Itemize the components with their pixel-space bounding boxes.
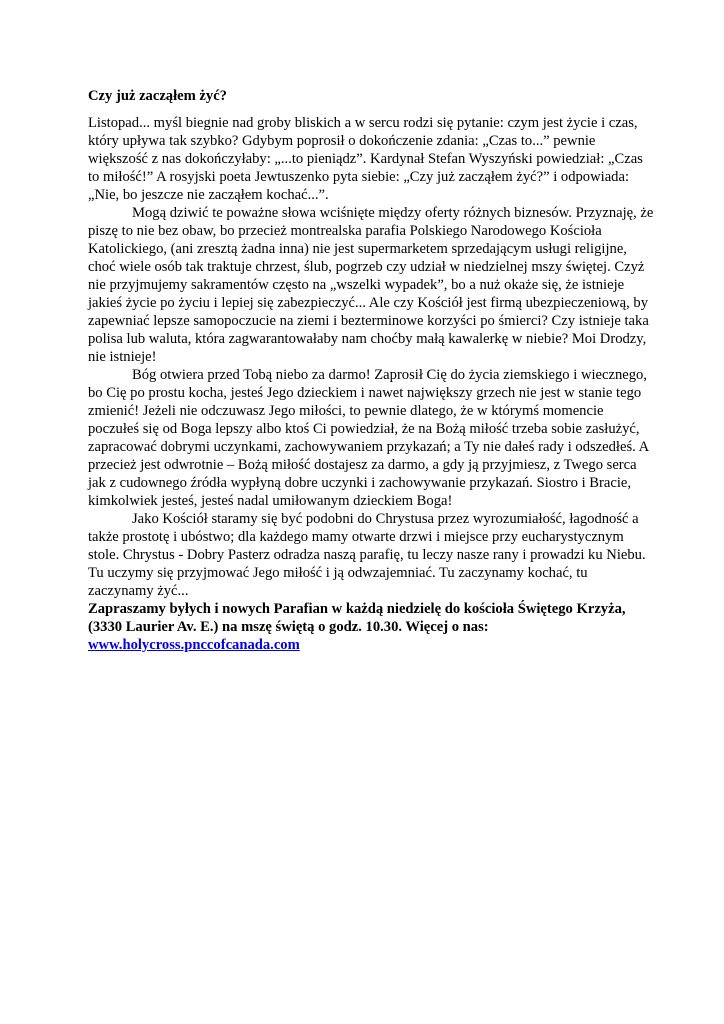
- website-link[interactable]: www.holycross.pnccofcanada.com: [88, 637, 300, 653]
- paragraph-parish: Jako Kościół staramy się być podobni do Chrystusa przez wyrozumiałość, łagodność a także prostotę i ubóstwo; dla każdego mamy otwarte drzwi i miejsce przy eucharystycznym stole. Chrystus - Dobry Pasterz odradza naszą parafię, tu leczy nasze rany i prowadzi ku Niebu. Tu uczymy się przyjmować Jego miłość i ją odwzajemniać. Tu zaczynamy kochać, tu zaczynamy żyć...: [88, 511, 646, 599]
- document-body: [88, 87, 654, 654]
- paragraph-gods-love: Bóg otwiera przed Tobą niebo za darmo! Zaprosił Cię do życia ziemskiego i wiecznego, bo Cię po prostu kocha, jesteś Jego dzieckiem i nawet największy grzech nie jest w stanie tego zmienić! Jeżeli nie odczuwasz Jego miłości, to pewnie dlatego, że w którymś momencie poczułeś się od Boga lepszy albo ktoś Ci powiedział, że na Bożą miłość trzeba sobie zasłużyć, zapracować dobrymi uczynkami, zachowywaniem przykazań; a Ty nie dałeś rady i odszedłeś. A przecież jest odwrotnie – Bożą miłość dostajesz za darmo, a gdy ją przyjmiesz, z Twego serca jak z cudownego źródła wypłyną dobre uczynki i zachowywanie przykazań. Siostro i Bracie, kimkolwiek jesteś, jesteś nadal umiłowanym dzieckiem Boga!: [88, 367, 649, 509]
- paragraph-church-business: Mogą dziwić te poważne słowa wciśnięte między oferty różnych biznesów. Przyznaję, że piszę to nie bez obaw, bo przecież montrealska parafia Polskiego Narodowego Kościoła Katolickiego, (ani zresztą żadna inna) nie jest supermarketem sprzedającym usługi religijne, choć wiele osób tak traktuje chrzest, ślub, pogrzeb czy udział w niedzielnej mszy świętej. Czyż nie przyjmujemy sakramentów często na „wszelki wypadek”, bo a nuż okaże się, że istnieje jakieś życie po życiu i lepiej się zabezpieczyć... Ale czy Kościół jest firmą ubezpieczeniową, by zapewniać lepsze samopoczucie na ziemi i bezterminowe korzyści po śmierci? Czy istnieje taka polisa lub waluta, która zagwarantowałaby nam choćby małą kawalerkę w niebie? Moi Drodzy, nie istnieje!: [88, 205, 654, 365]
- invitation-text: Zapraszamy byłych i nowych Parafian w każdą niedzielę do kościoła Świętego Krzyża, (3330 Laurier Av. E.) na mszę świętą o godz. 10.30. Więcej o nas:: [88, 601, 626, 635]
- paragraph-intro: Listopad... myśl biegnie nad groby bliskich a w sercu rodzi się pytanie: czym jest życie i czas, który upływa tak szybko? Gdybym poprosił o dokończenie zdania: „Czas to...” pewnie większość z nas dokończyłaby: „...to pieniądz”. Kardynał Stefan Wyszyński powiedział: „Czas to miłość!” A rosyjski poeta Jewtuszenko pyta siebie: „Czy już zacząłem żyć?” i odpowiada: „Nie, bo jeszcze nie zacząłem kochać...”.: [88, 115, 643, 203]
- page-title: Czy już zacząłem żyć?: [88, 88, 227, 104]
